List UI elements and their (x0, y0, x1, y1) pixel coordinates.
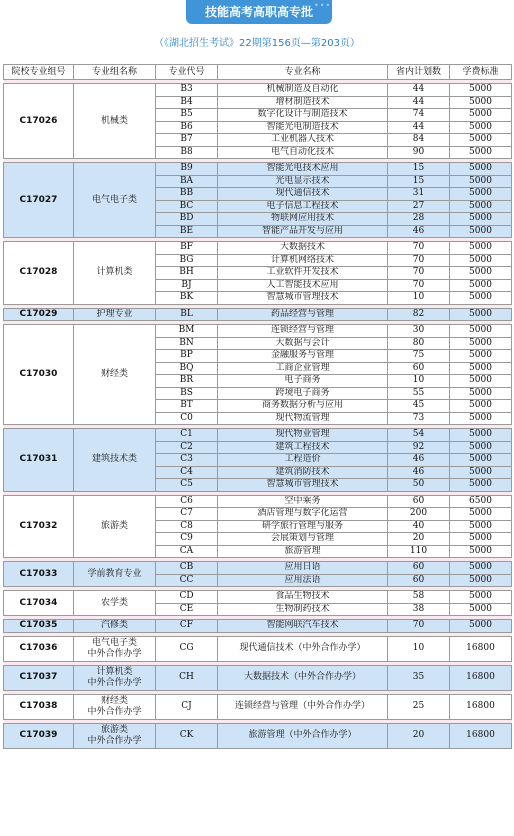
major-name: 研学旅行管理与服务 (218, 520, 388, 533)
major-name: 连锁经营与管理 (218, 325, 388, 338)
major-code: CH (156, 665, 218, 690)
plan-count: 27 (388, 200, 450, 213)
tuition: 5000 (450, 479, 512, 492)
plan-count: 92 (388, 441, 450, 454)
major-code: BB (156, 188, 218, 201)
major-code: B6 (156, 121, 218, 134)
tuition: 5000 (450, 279, 512, 292)
major-name: 空中乘务 (218, 495, 388, 508)
plan-count: 70 (388, 620, 450, 633)
tuition: 5000 (450, 591, 512, 604)
tuition: 5000 (450, 350, 512, 363)
table-row (4, 694, 512, 719)
group-code: C17037 (4, 665, 74, 690)
tuition: 5000 (450, 362, 512, 375)
major-name: 酒店管理与数字化运营 (218, 508, 388, 521)
major-name: 大数据与会计 (218, 337, 388, 350)
tuition: 6500 (450, 495, 512, 508)
major-code: BR (156, 375, 218, 388)
major-name: 物联网应用技术 (218, 213, 388, 226)
col-header: 专业代号 (156, 65, 218, 80)
group-name: 电气电子类 (74, 163, 156, 238)
major-group (4, 242, 512, 305)
group-code: C17033 (4, 562, 74, 587)
group-name: 旅游类 中外合作办学 (74, 723, 156, 748)
major-name: 应用法语 (218, 574, 388, 587)
major-code: C2 (156, 441, 218, 454)
major-code: BE (156, 225, 218, 238)
major-code: B9 (156, 163, 218, 176)
tuition: 5000 (450, 163, 512, 176)
plan-count: 75 (388, 350, 450, 363)
plan-count: 44 (388, 84, 450, 97)
plan-count: 60 (388, 495, 450, 508)
col-header: 省内计划数 (388, 65, 450, 80)
group-code: C17028 (4, 242, 74, 305)
plan-count: 60 (388, 574, 450, 587)
major-code: CB (156, 562, 218, 575)
major-code: CK (156, 723, 218, 748)
major-name: 建筑工程技术 (218, 441, 388, 454)
plan-count: 80 (388, 337, 450, 350)
col-header: 院校专业组号 (4, 65, 74, 80)
major-name: 大数据技术（中外合作办学） (218, 665, 388, 690)
major-group (4, 694, 512, 719)
major-code: BG (156, 254, 218, 267)
major-code: C9 (156, 533, 218, 546)
plan-count: 10 (388, 636, 450, 661)
major-code: C8 (156, 520, 218, 533)
tuition: 5000 (450, 134, 512, 147)
group-name: 财经类 (74, 325, 156, 425)
major-name: 旅游管理 (218, 545, 388, 558)
plan-count: 44 (388, 121, 450, 134)
major-code: C0 (156, 412, 218, 425)
major-code: C7 (156, 508, 218, 521)
plan-count: 35 (388, 665, 450, 690)
group-code: C17027 (4, 163, 74, 238)
major-name: 工业软件开发技术 (218, 267, 388, 280)
plan-count: 70 (388, 254, 450, 267)
tuition: 5000 (450, 603, 512, 616)
major-name: 智慧城市管理技术 (218, 479, 388, 492)
plan-count: 15 (388, 163, 450, 176)
major-code: B7 (156, 134, 218, 147)
tuition: 5000 (450, 508, 512, 521)
plan-count: 55 (388, 387, 450, 400)
tuition: 5000 (450, 337, 512, 350)
major-name: 智能光电技术应用 (218, 163, 388, 176)
group-name: 旅游类 (74, 495, 156, 558)
plan-count: 73 (388, 412, 450, 425)
major-group (4, 591, 512, 616)
major-name: 建筑消防技术 (218, 466, 388, 479)
plan-count: 10 (388, 375, 450, 388)
major-name: 药品经营与管理 (218, 308, 388, 321)
plan-count: 46 (388, 466, 450, 479)
tuition: 5000 (450, 574, 512, 587)
plan-count: 28 (388, 213, 450, 226)
tuition: 5000 (450, 375, 512, 388)
plan-count: 38 (388, 603, 450, 616)
tuition: 5000 (450, 109, 512, 122)
group-code: C17039 (4, 723, 74, 748)
group-name: 电气电子类 中外合作办学 (74, 636, 156, 661)
tuition: 5000 (450, 441, 512, 454)
plan-count: 46 (388, 225, 450, 238)
group-code: C17032 (4, 495, 74, 558)
tuition: 5000 (450, 254, 512, 267)
plan-count: 50 (388, 479, 450, 492)
table-row (4, 325, 512, 338)
tuition: 16800 (450, 694, 512, 719)
plan-count: 60 (388, 362, 450, 375)
tuition: 5000 (450, 454, 512, 467)
tuition: 5000 (450, 545, 512, 558)
major-name: 跨境电子商务 (218, 387, 388, 400)
major-code: CA (156, 545, 218, 558)
tuition: 5000 (450, 242, 512, 255)
major-code: BJ (156, 279, 218, 292)
group-name: 汽修类 (74, 620, 156, 633)
tuition: 5000 (450, 520, 512, 533)
major-group (4, 84, 512, 159)
major-name: 智能产品开发与应用 (218, 225, 388, 238)
group-name: 农学类 (74, 591, 156, 616)
major-code: CJ (156, 694, 218, 719)
major-code: CD (156, 591, 218, 604)
major-code: BQ (156, 362, 218, 375)
group-name: 学前教育专业 (74, 562, 156, 587)
major-name: 旅游管理（中外合作办学） (218, 723, 388, 748)
major-code: BK (156, 292, 218, 305)
major-group (4, 620, 512, 633)
major-group (4, 163, 512, 238)
major-code: B3 (156, 84, 218, 97)
table-row (4, 308, 512, 321)
plan-count: 20 (388, 723, 450, 748)
major-name: 数字化设计与制造技术 (218, 109, 388, 122)
major-name: 商务数据分析与应用 (218, 400, 388, 413)
group-name: 计算机类 (74, 242, 156, 305)
major-group (4, 308, 512, 321)
group-code: C17038 (4, 694, 74, 719)
major-code: BD (156, 213, 218, 226)
tuition: 5000 (450, 387, 512, 400)
major-code: C3 (156, 454, 218, 467)
group-code: C17026 (4, 84, 74, 159)
table-header-row (4, 65, 512, 80)
major-group (4, 495, 512, 558)
tuition: 5000 (450, 292, 512, 305)
tuition: 5000 (450, 175, 512, 188)
group-code: C17031 (4, 429, 74, 492)
table-row (4, 723, 512, 748)
tuition: 5000 (450, 620, 512, 633)
major-name: 电气自动化技术 (218, 146, 388, 159)
major-code: BL (156, 308, 218, 321)
table-row (4, 636, 512, 661)
plan-count: 54 (388, 429, 450, 442)
major-group (4, 429, 512, 492)
group-code: C17029 (4, 308, 74, 321)
major-code: BF (156, 242, 218, 255)
major-name: 人工智能技术应用 (218, 279, 388, 292)
major-name: 现代通信技术（中外合作办学） (218, 636, 388, 661)
tuition: 5000 (450, 533, 512, 546)
tuition: 5000 (450, 146, 512, 159)
sparkle-icon: ••• (314, 1, 332, 10)
tuition: 5000 (450, 213, 512, 226)
group-name: 护理专业 (74, 308, 156, 321)
major-code: BN (156, 337, 218, 350)
table-row (4, 495, 512, 508)
plan-count: 70 (388, 242, 450, 255)
section-banner: 技能高考高职高专批 (186, 0, 332, 24)
group-code: C17035 (4, 620, 74, 633)
group-name: 机械类 (74, 84, 156, 159)
major-code: B8 (156, 146, 218, 159)
plan-count: 31 (388, 188, 450, 201)
group-code: C17030 (4, 325, 74, 425)
major-code: CE (156, 603, 218, 616)
plan-count: 58 (388, 591, 450, 604)
table-row (4, 562, 512, 575)
tuition: 16800 (450, 723, 512, 748)
table-row (4, 429, 512, 442)
tuition: 5000 (450, 325, 512, 338)
major-name: 机械制造及自动化 (218, 84, 388, 97)
group-name: 财经类 中外合作办学 (74, 694, 156, 719)
plan-count: 70 (388, 267, 450, 280)
major-code: BH (156, 267, 218, 280)
admission-plan-table (3, 64, 512, 749)
plan-count: 90 (388, 146, 450, 159)
major-code: BT (156, 400, 218, 413)
tuition: 5000 (450, 466, 512, 479)
plan-count: 10 (388, 292, 450, 305)
major-code: BA (156, 175, 218, 188)
major-name: 智慧城市管理技术 (218, 292, 388, 305)
group-code: C17034 (4, 591, 74, 616)
major-name: 工程造价 (218, 454, 388, 467)
major-code: BS (156, 387, 218, 400)
plan-count: 200 (388, 508, 450, 521)
major-name: 电子商务 (218, 375, 388, 388)
major-code: C5 (156, 479, 218, 492)
major-name: 计算机网络技术 (218, 254, 388, 267)
tuition: 5000 (450, 225, 512, 238)
plan-count: 84 (388, 134, 450, 147)
table-row (4, 84, 512, 97)
major-group (4, 325, 512, 425)
col-header: 学费标准 (450, 65, 512, 80)
tuition: 5000 (450, 200, 512, 213)
plan-count: 30 (388, 325, 450, 338)
tuition: 5000 (450, 121, 512, 134)
tuition: 5000 (450, 96, 512, 109)
major-name: 增材制造技术 (218, 96, 388, 109)
major-name: 金融服务与管理 (218, 350, 388, 363)
table-row (4, 591, 512, 604)
major-group (4, 723, 512, 748)
plan-count: 15 (388, 175, 450, 188)
major-name: 连锁经营与管理（中外合作办学） (218, 694, 388, 719)
major-code: CC (156, 574, 218, 587)
major-code: C6 (156, 495, 218, 508)
plan-count: 82 (388, 308, 450, 321)
major-code: B5 (156, 109, 218, 122)
tuition: 5000 (450, 400, 512, 413)
source-subtitle: （《湖北招生考试》22期第156页—第203页） (154, 38, 360, 49)
major-name: 工业机器人技术 (218, 134, 388, 147)
major-code: CF (156, 620, 218, 633)
major-name: 现代通信技术 (218, 188, 388, 201)
tuition: 16800 (450, 665, 512, 690)
plan-count: 40 (388, 520, 450, 533)
major-name: 光电显示技术 (218, 175, 388, 188)
table-row (4, 620, 512, 633)
major-name: 食品生物技术 (218, 591, 388, 604)
table-row (4, 163, 512, 176)
major-name: 现代物流管理 (218, 412, 388, 425)
tuition: 5000 (450, 429, 512, 442)
major-code: BP (156, 350, 218, 363)
tuition: 5000 (450, 412, 512, 425)
major-name: 电子信息工程技术 (218, 200, 388, 213)
group-name: 计算机类 中外合作办学 (74, 665, 156, 690)
major-name: 智能光电制造技术 (218, 121, 388, 134)
tuition: 5000 (450, 562, 512, 575)
tuition: 5000 (450, 84, 512, 97)
major-name: 智能网联汽车技术 (218, 620, 388, 633)
major-code: CG (156, 636, 218, 661)
major-group (4, 636, 512, 661)
plan-count: 70 (388, 279, 450, 292)
tuition: 5000 (450, 267, 512, 280)
tuition: 16800 (450, 636, 512, 661)
major-code: BM (156, 325, 218, 338)
major-code: BC (156, 200, 218, 213)
group-code: C17036 (4, 636, 74, 661)
tuition: 5000 (450, 188, 512, 201)
table-row (4, 665, 512, 690)
major-name: 工商企业管理 (218, 362, 388, 375)
table-row (4, 242, 512, 255)
group-name: 建筑技术类 (74, 429, 156, 492)
major-name: 现代物业管理 (218, 429, 388, 442)
col-header: 专业组名称 (74, 65, 156, 80)
plan-count: 44 (388, 96, 450, 109)
major-name: 会展策划与管理 (218, 533, 388, 546)
major-code: C1 (156, 429, 218, 442)
tuition: 5000 (450, 308, 512, 321)
major-group (4, 665, 512, 690)
plan-count: 74 (388, 109, 450, 122)
major-name: 应用日语 (218, 562, 388, 575)
major-code: B4 (156, 96, 218, 109)
plan-count: 60 (388, 562, 450, 575)
plan-count: 110 (388, 545, 450, 558)
major-group (4, 562, 512, 587)
plan-count: 25 (388, 694, 450, 719)
major-name: 大数据技术 (218, 242, 388, 255)
plan-count: 20 (388, 533, 450, 546)
col-header: 专业名称 (218, 65, 388, 80)
plan-count: 45 (388, 400, 450, 413)
major-code: C4 (156, 466, 218, 479)
plan-count: 46 (388, 454, 450, 467)
major-name: 生物制药技术 (218, 603, 388, 616)
